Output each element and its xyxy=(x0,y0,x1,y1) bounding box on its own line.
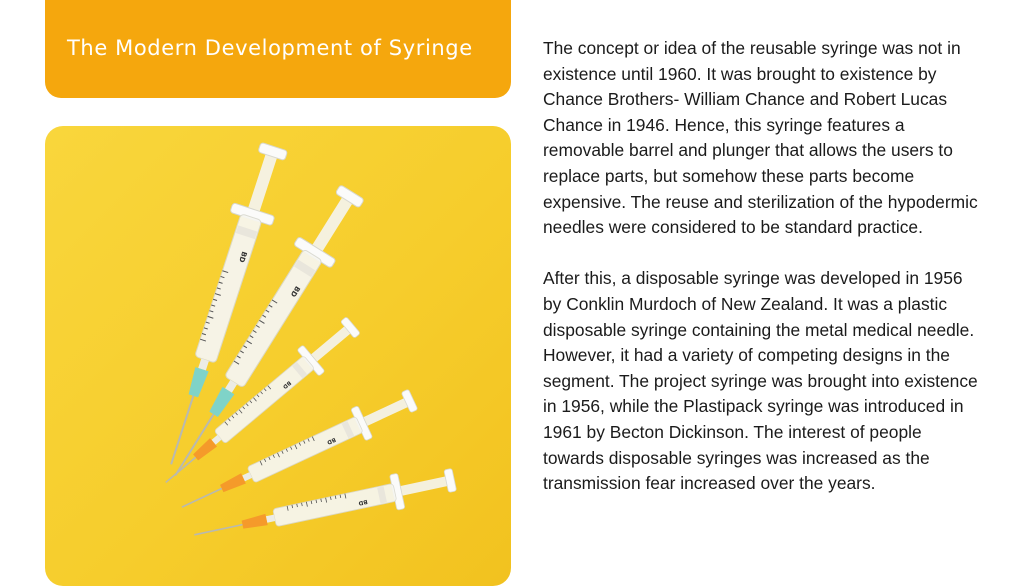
paragraph-reusable-syringe: The concept or idea of the reusable syringe was not in existence until 1960. It was brought to existence by Chance Brothers- William Chance and Robert Lucas Chance in 1946. Hence, this syringe features a removable barrel and plunger that allows the users to replace parts, but somehow these parts become expensive. The reuse and sterilization of the hypodermic needles were considered to be standard practice. xyxy=(543,38,978,238)
syringes-illustration: BD xyxy=(45,126,511,586)
page-title: The Modern Development of Syringe xyxy=(67,36,473,60)
paragraph-disposable-syringe: After this, a disposable syringe was developed in 1956 by Conklin Murdoch of New Zealand. It was a plastic disposable syringe containing the metal medical needle. However, it had a variety of competing designs in the segment. The project syringe was brought into existence in 1956, while the Plastipack syringe was introduced in 1961 by Becton Dickinson. The interest of people towards disposable syringes was increased as the transmission fear increased over the years. xyxy=(543,268,978,494)
syringes-photo xyxy=(45,118,511,586)
title-banner xyxy=(45,0,511,98)
body-text xyxy=(543,36,983,522)
